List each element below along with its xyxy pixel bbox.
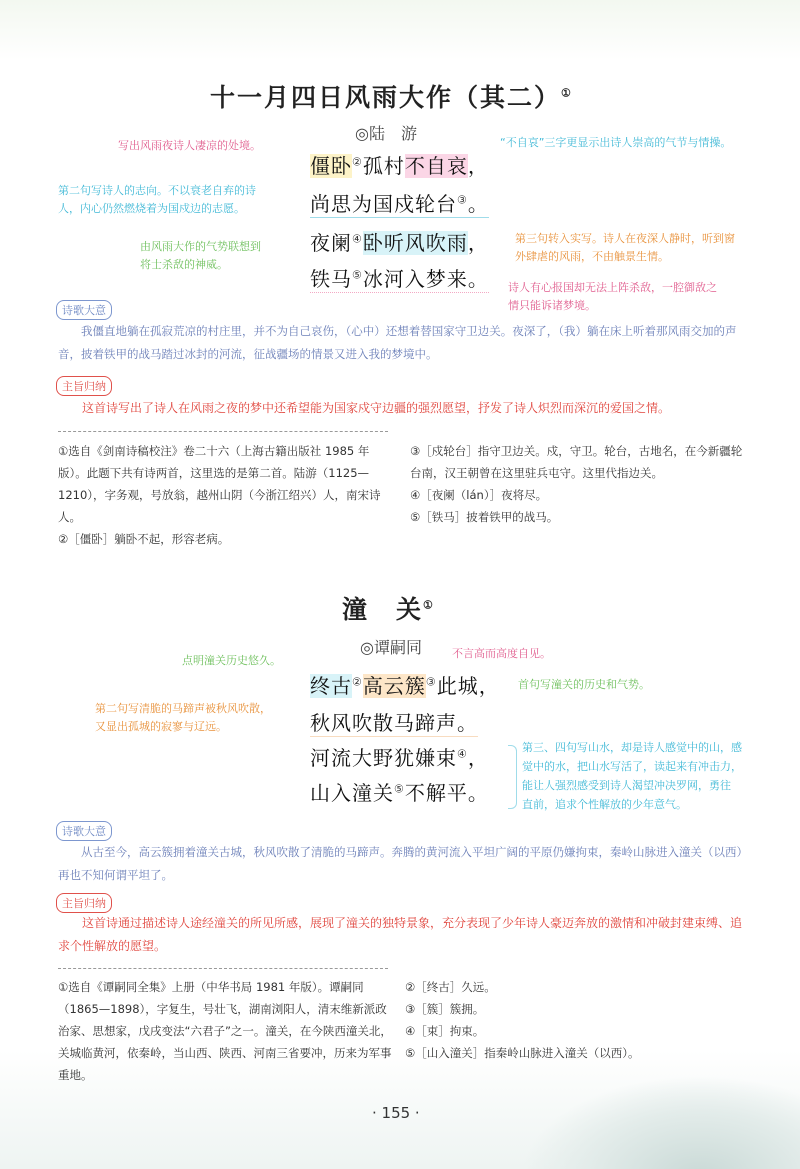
poem1-meaning: 我僵直地躺在孤寂荒凉的村庄里，并不为自己哀伤，（心中）还想着替国家守卫边关。夜深了，（我）躺在床上听着那风雨交加的声音，披着铁甲的战马踏过冰封的河流，征战疆场的情景又进入我的梦境中。 bbox=[58, 324, 737, 361]
theme-label: 主旨归纳 bbox=[56, 893, 112, 913]
annotation: 首句写潼关的历史和气势。 bbox=[518, 678, 650, 691]
poem2-notes-left: ①选自《谭嗣同全集》上册（中华书局 1981 年版）。谭嗣同（1865—1898），字复生，号壮飞，湖南浏阳人，清末维新派政治家、思想家，戊戌变法“六君子”之一。潼关，在今陕西潼关北，关城临黄河，依秦岭，当山西、陕西、河南三省要冲，历来为军事重地。 bbox=[58, 980, 392, 1082]
poem2-theme: 这首诗通过描述诗人途经潼关的所见所感，展现了潼关的独特景象，充分表现了少年诗人豪迈奔放的激情和冲破封建束缚、追求个性解放的愿望。 bbox=[58, 916, 743, 953]
mountain-decoration bbox=[520, 1075, 800, 1169]
poem1-notes-left: ①选自《剑南诗稿校注》卷二十六（上海古籍出版社 1985 年版）。此题下共有诗两首，这里选的是第二首。陆游（1125—1210），字务观，号放翁，越州山阴（今浙江绍兴）人，南宋诗人。 ②［僵卧］躺卧不起，形容老病。 bbox=[58, 444, 381, 546]
annotation: 写出风雨夜诗人凄凉的处境。 bbox=[118, 139, 261, 152]
annotation: 第三句转入实写。诗人在夜深人静时，听到窗 外肆虐的风雨，不由触景生情。 bbox=[515, 232, 735, 263]
annotation: 点明潼关历史悠久。 bbox=[182, 654, 281, 667]
brace bbox=[508, 745, 517, 809]
poem2-meaning: 从古至今，高云簇拥着潼关古城，秋风吹散了清脆的马蹄声。奔腾的黄河流入平坦广阔的平原仍嫌拘束，秦岭山脉进入潼关（以西）再也不知何谓平坦了。 bbox=[58, 845, 748, 882]
annotation: 第二句写清脆的马蹄声被秋风吹散， 又显出孤城的寂寥与辽远。 bbox=[95, 702, 271, 733]
poem2-line-4: 山入潼关⑤不解平。 bbox=[310, 781, 489, 805]
poem2-title: 潼 关① bbox=[342, 595, 435, 624]
meaning-label: 诗歌大意 bbox=[56, 300, 112, 320]
annotation: 诗人有心报国却无法上阵杀敌，一腔御敌之 情只能诉诸梦境。 bbox=[508, 281, 717, 312]
page-number: · 155 · bbox=[372, 1104, 420, 1122]
annotation: 不言高而高度自见。 bbox=[452, 647, 551, 660]
annotation: 第三、四句写山水，却是诗人感觉中的山，感 觉中的水，把山水写活了，读起来有冲击力， 能让人强烈感受到诗人渴望冲决罗网，勇往 直前，追求个性解放的少年意气。 bbox=[522, 741, 742, 811]
poem2-author: ◎谭嗣同 bbox=[360, 638, 422, 657]
poem1-line-3: 夜阑④卧听风吹雨， bbox=[310, 231, 489, 255]
poem2-notes-right: ②［终古］久远。 ③［簇］簇拥。 ④［束］拘束。 ⑤［山入潼关］指秦岭山脉进入潼关（以西）。 bbox=[405, 980, 640, 1060]
theme-label: 主旨归纳 bbox=[56, 376, 112, 396]
poem1-author: ◎陆 游 bbox=[355, 124, 417, 143]
poem2-line-2: 秋风吹散马蹄声。 bbox=[310, 707, 478, 737]
annotation: “不自哀”三字更显示出诗人崇高的气节与情操。 bbox=[500, 136, 732, 149]
poem1-theme: 这首诗写出了诗人在风雨之夜的梦中还希望能为国家戍守边疆的强烈愿望，抒发了诗人炽烈而深沉的爱国之情。 bbox=[82, 401, 671, 415]
poem1-notes-right: ③［戍轮台］指守卫边关。戍，守卫。轮台，古地名，在今新疆轮台南，汉王朝曾在这里驻兵屯守。这里代指边关。 ④［夜阑（lán）］夜将尽。 ⑤［铁马］披着铁甲的战马。 bbox=[410, 444, 743, 524]
meaning-label: 诗歌大意 bbox=[56, 821, 112, 841]
poem1-line-1: 僵卧②孤村不自哀， bbox=[310, 154, 489, 178]
poem2-line-3: 河流大野犹嫌束④， bbox=[310, 746, 489, 770]
annotation: 由风雨大作的气势联想到 将士杀敌的神威。 bbox=[140, 240, 261, 271]
divider bbox=[58, 431, 388, 432]
poem1-line-2: 尚思为国戍轮台③。 bbox=[310, 188, 489, 218]
poem1-line-4: 铁马⑤冰河入梦来。 bbox=[310, 263, 489, 293]
poem2-line-1: 终古②高云簇③此城， bbox=[310, 674, 500, 698]
divider bbox=[58, 968, 388, 969]
annotation: 第二句写诗人的志向。不以衰老自弃的诗 人，内心仍然燃烧着为国戍边的志愿。 bbox=[58, 184, 256, 215]
poem1-title: 十一月四日风雨大作（其二）① bbox=[210, 83, 573, 112]
